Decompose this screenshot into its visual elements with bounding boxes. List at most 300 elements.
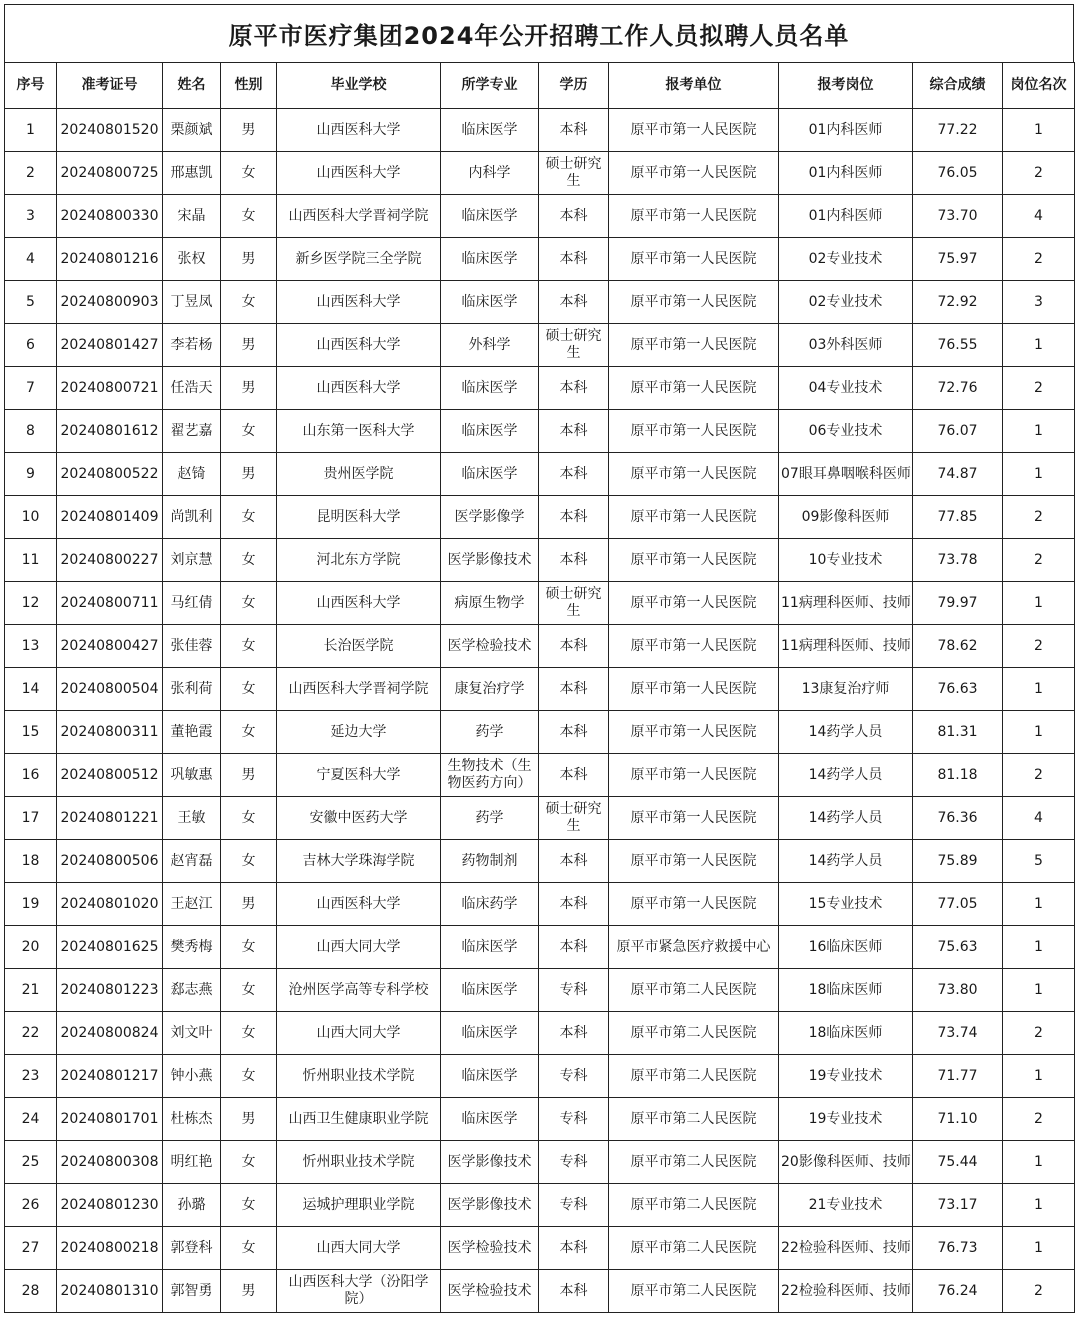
- table-row: [5, 367, 1075, 410]
- cell-degree: 本科: [539, 496, 609, 539]
- cell-major: 临床医学: [441, 1055, 539, 1098]
- cell-score: 79.97: [913, 582, 1003, 625]
- cell-gender: 女: [221, 926, 277, 969]
- cell-degree: 本科: [539, 883, 609, 926]
- cell-name: 张利荷: [163, 668, 221, 711]
- cell-degree: 本科: [539, 109, 609, 152]
- cell-name: 郄志燕: [163, 969, 221, 1012]
- cell-exam-id: 20240801701: [57, 1098, 163, 1141]
- cell-name: 翟艺嘉: [163, 410, 221, 453]
- cell-exam-id: 20240800512: [57, 754, 163, 797]
- cell-seq: 5: [5, 281, 57, 324]
- cell-position: 10专业技术: [779, 539, 913, 582]
- header-seq: 序号: [5, 63, 57, 109]
- cell-name: 刘文叶: [163, 1012, 221, 1055]
- cell-school: 贵州医学院: [277, 453, 441, 496]
- cell-rank: 1: [1003, 969, 1075, 1012]
- cell-score: 71.10: [913, 1098, 1003, 1141]
- header-position: 报考岗位: [779, 63, 913, 109]
- cell-seq: 15: [5, 711, 57, 754]
- cell-school: 山东第一医科大学: [277, 410, 441, 453]
- cell-unit: 原平市第一人民医院: [609, 840, 779, 883]
- cell-rank: 2: [1003, 367, 1075, 410]
- cell-score: 71.77: [913, 1055, 1003, 1098]
- cell-gender: 男: [221, 324, 277, 367]
- cell-major: 医学检验技术: [441, 1270, 539, 1313]
- cell-rank: 2: [1003, 625, 1075, 668]
- cell-exam-id: 20240801020: [57, 883, 163, 926]
- cell-exam-id: 20240800227: [57, 539, 163, 582]
- cell-unit: 原平市第一人民医院: [609, 281, 779, 324]
- table-row: [5, 582, 1075, 625]
- cell-school: 山西大同大学: [277, 926, 441, 969]
- table-row: [5, 926, 1075, 969]
- cell-seq: 10: [5, 496, 57, 539]
- cell-degree: 本科: [539, 668, 609, 711]
- cell-unit: 原平市第一人民医院: [609, 539, 779, 582]
- cell-gender: 女: [221, 711, 277, 754]
- cell-unit: 原平市第一人民医院: [609, 195, 779, 238]
- cell-rank: 1: [1003, 410, 1075, 453]
- cell-school: 山西医科大学晋祠学院: [277, 668, 441, 711]
- cell-score: 73.70: [913, 195, 1003, 238]
- cell-position: 15专业技术: [779, 883, 913, 926]
- cell-rank: 1: [1003, 1055, 1075, 1098]
- cell-rank: 3: [1003, 281, 1075, 324]
- cell-position: 07眼耳鼻咽喉科医师: [779, 453, 913, 496]
- cell-position: 22检验科医师、技师: [779, 1227, 913, 1270]
- cell-major: 医学影像学: [441, 496, 539, 539]
- cell-name: 张佳蓉: [163, 625, 221, 668]
- cell-major: 药物制剂: [441, 840, 539, 883]
- table-row: [5, 625, 1075, 668]
- cell-degree: 本科: [539, 453, 609, 496]
- cell-gender: 女: [221, 1141, 277, 1184]
- cell-major: 医学影像技术: [441, 1141, 539, 1184]
- cell-rank: 1: [1003, 1184, 1075, 1227]
- cell-score: 78.62: [913, 625, 1003, 668]
- cell-gender: 女: [221, 969, 277, 1012]
- cell-position: 02专业技术: [779, 281, 913, 324]
- cell-gender: 女: [221, 496, 277, 539]
- cell-name: 栗颜斌: [163, 109, 221, 152]
- cell-seq: 6: [5, 324, 57, 367]
- cell-exam-id: 20240801409: [57, 496, 163, 539]
- cell-school: 山西医科大学: [277, 109, 441, 152]
- table-row: [5, 281, 1075, 324]
- cell-school: 昆明医科大学: [277, 496, 441, 539]
- cell-school: 山西医科大学（汾阳学院）: [277, 1270, 441, 1313]
- cell-score: 74.87: [913, 453, 1003, 496]
- table-row: [5, 496, 1075, 539]
- cell-school: 山西医科大学: [277, 152, 441, 195]
- cell-rank: 1: [1003, 582, 1075, 625]
- cell-seq: 12: [5, 582, 57, 625]
- cell-school: 山西医科大学: [277, 883, 441, 926]
- cell-school: 宁夏医科大学: [277, 754, 441, 797]
- cell-exam-id: 20240800711: [57, 582, 163, 625]
- cell-major: 临床医学: [441, 926, 539, 969]
- cell-degree: 专科: [539, 1141, 609, 1184]
- cell-score: 76.63: [913, 668, 1003, 711]
- cell-unit: 原平市第一人民医院: [609, 238, 779, 281]
- cell-name: 马红倩: [163, 582, 221, 625]
- cell-major: 临床医学: [441, 969, 539, 1012]
- cell-name: 王赵江: [163, 883, 221, 926]
- cell-position: 14药学人员: [779, 840, 913, 883]
- cell-position: 16临床医师: [779, 926, 913, 969]
- cell-degree: 硕士研究生: [539, 152, 609, 195]
- cell-position: 18临床医师: [779, 969, 913, 1012]
- cell-name: 孙璐: [163, 1184, 221, 1227]
- header-exam-id: 准考证号: [57, 63, 163, 109]
- cell-rank: 1: [1003, 668, 1075, 711]
- table-row: [5, 238, 1075, 281]
- cell-seq: 2: [5, 152, 57, 195]
- cell-gender: 男: [221, 1098, 277, 1141]
- cell-unit: 原平市第一人民医院: [609, 754, 779, 797]
- header-rank: 岗位名次: [1003, 63, 1075, 109]
- cell-name: 明红艳: [163, 1141, 221, 1184]
- cell-seq: 24: [5, 1098, 57, 1141]
- header-school: 毕业学校: [277, 63, 441, 109]
- cell-position: 09影像科医师: [779, 496, 913, 539]
- hiring-list-table: [4, 62, 1075, 1313]
- cell-seq: 22: [5, 1012, 57, 1055]
- cell-gender: 女: [221, 797, 277, 840]
- cell-major: 临床医学: [441, 281, 539, 324]
- table-row: [5, 840, 1075, 883]
- table-row: [5, 539, 1075, 582]
- cell-seq: 14: [5, 668, 57, 711]
- cell-school: 沧州医学高等专科学校: [277, 969, 441, 1012]
- cell-school: 运城护理职业学院: [277, 1184, 441, 1227]
- cell-gender: 女: [221, 668, 277, 711]
- cell-seq: 3: [5, 195, 57, 238]
- cell-name: 张权: [163, 238, 221, 281]
- cell-rank: 2: [1003, 1098, 1075, 1141]
- cell-major: 外科学: [441, 324, 539, 367]
- cell-exam-id: 20240801223: [57, 969, 163, 1012]
- cell-position: 01内科医师: [779, 109, 913, 152]
- cell-degree: 专科: [539, 969, 609, 1012]
- cell-name: 丁昱凤: [163, 281, 221, 324]
- cell-school: 山西大同大学: [277, 1227, 441, 1270]
- cell-seq: 18: [5, 840, 57, 883]
- cell-seq: 21: [5, 969, 57, 1012]
- cell-seq: 9: [5, 453, 57, 496]
- cell-degree: 硕士研究生: [539, 582, 609, 625]
- cell-major: 临床药学: [441, 883, 539, 926]
- cell-major: 临床医学: [441, 453, 539, 496]
- cell-seq: 28: [5, 1270, 57, 1313]
- cell-name: 钟小燕: [163, 1055, 221, 1098]
- cell-name: 郭智勇: [163, 1270, 221, 1313]
- header-score: 综合成绩: [913, 63, 1003, 109]
- cell-score: 76.55: [913, 324, 1003, 367]
- cell-unit: 原平市第二人民医院: [609, 1055, 779, 1098]
- cell-position: 19专业技术: [779, 1098, 913, 1141]
- cell-name: 宋晶: [163, 195, 221, 238]
- cell-degree: 专科: [539, 1055, 609, 1098]
- cell-exam-id: 20240800427: [57, 625, 163, 668]
- cell-name: 董艳霞: [163, 711, 221, 754]
- cell-position: 01内科医师: [779, 195, 913, 238]
- cell-major: 临床医学: [441, 1098, 539, 1141]
- title-row: [4, 4, 1074, 62]
- cell-unit: 原平市第一人民医院: [609, 496, 779, 539]
- cell-major: 医学检验技术: [441, 1227, 539, 1270]
- cell-score: 75.44: [913, 1141, 1003, 1184]
- cell-rank: 1: [1003, 1141, 1075, 1184]
- cell-rank: 1: [1003, 453, 1075, 496]
- table-row: [5, 754, 1075, 797]
- cell-position: 14药学人员: [779, 797, 913, 840]
- table-row: [5, 1098, 1075, 1141]
- cell-degree: 本科: [539, 539, 609, 582]
- table-header-row: [5, 63, 1075, 109]
- cell-position: 11病理科医师、技师: [779, 582, 913, 625]
- cell-rank: 2: [1003, 1012, 1075, 1055]
- cell-exam-id: 20240801625: [57, 926, 163, 969]
- cell-exam-id: 20240801216: [57, 238, 163, 281]
- cell-degree: 本科: [539, 926, 609, 969]
- cell-degree: 本科: [539, 238, 609, 281]
- cell-position: 22检验科医师、技师: [779, 1270, 913, 1313]
- table-row: [5, 324, 1075, 367]
- cell-unit: 原平市第二人民医院: [609, 1098, 779, 1141]
- cell-unit: 原平市第一人民医院: [609, 324, 779, 367]
- cell-name: 巩敏惠: [163, 754, 221, 797]
- cell-unit: 原平市第二人民医院: [609, 1227, 779, 1270]
- cell-score: 76.07: [913, 410, 1003, 453]
- cell-unit: 原平市第二人民医院: [609, 1012, 779, 1055]
- cell-school: 忻州职业技术学院: [277, 1141, 441, 1184]
- cell-school: 吉林大学珠海学院: [277, 840, 441, 883]
- cell-rank: 4: [1003, 797, 1075, 840]
- cell-score: 76.24: [913, 1270, 1003, 1313]
- cell-exam-id: 20240800308: [57, 1141, 163, 1184]
- table-row: [5, 883, 1075, 926]
- cell-exam-id: 20240800330: [57, 195, 163, 238]
- cell-gender: 女: [221, 539, 277, 582]
- cell-position: 13康复治疗师: [779, 668, 913, 711]
- cell-seq: 1: [5, 109, 57, 152]
- cell-school: 安徽中医药大学: [277, 797, 441, 840]
- cell-exam-id: 20240801612: [57, 410, 163, 453]
- cell-degree: 本科: [539, 410, 609, 453]
- cell-unit: 原平市第一人民医院: [609, 410, 779, 453]
- cell-gender: 女: [221, 152, 277, 195]
- cell-rank: 2: [1003, 238, 1075, 281]
- cell-exam-id: 20240801520: [57, 109, 163, 152]
- cell-position: 06专业技术: [779, 410, 913, 453]
- table-row: [5, 969, 1075, 1012]
- cell-degree: 专科: [539, 1184, 609, 1227]
- cell-major: 临床医学: [441, 1012, 539, 1055]
- table-row: [5, 1184, 1075, 1227]
- cell-score: 76.73: [913, 1227, 1003, 1270]
- cell-degree: 本科: [539, 1012, 609, 1055]
- cell-rank: 2: [1003, 1270, 1075, 1313]
- cell-name: 邢惠凯: [163, 152, 221, 195]
- cell-score: 77.22: [913, 109, 1003, 152]
- cell-major: 临床医学: [441, 238, 539, 281]
- cell-score: 76.05: [913, 152, 1003, 195]
- cell-rank: 2: [1003, 754, 1075, 797]
- cell-name: 杜栋杰: [163, 1098, 221, 1141]
- cell-school: 山西卫生健康职业学院: [277, 1098, 441, 1141]
- cell-position: 20影像科医师、技师: [779, 1141, 913, 1184]
- cell-exam-id: 20240800218: [57, 1227, 163, 1270]
- cell-score: 72.92: [913, 281, 1003, 324]
- page-title: 原平市医疗集团2024年公开招聘工作人员拟聘人员名单: [228, 22, 850, 50]
- cell-major: 临床医学: [441, 367, 539, 410]
- cell-unit: 原平市第一人民医院: [609, 711, 779, 754]
- cell-unit: 原平市第一人民医院: [609, 668, 779, 711]
- cell-gender: 男: [221, 109, 277, 152]
- cell-gender: 女: [221, 281, 277, 324]
- cell-degree: 本科: [539, 1270, 609, 1313]
- cell-seq: 11: [5, 539, 57, 582]
- header-unit: 报考单位: [609, 63, 779, 109]
- cell-unit: 原平市第二人民医院: [609, 1141, 779, 1184]
- cell-rank: 2: [1003, 152, 1075, 195]
- cell-name: 尚凯利: [163, 496, 221, 539]
- cell-name: 刘京慧: [163, 539, 221, 582]
- cell-seq: 13: [5, 625, 57, 668]
- cell-school: 山西医科大学晋祠学院: [277, 195, 441, 238]
- cell-position: 19专业技术: [779, 1055, 913, 1098]
- cell-rank: 5: [1003, 840, 1075, 883]
- cell-unit: 原平市紧急医疗救援中心: [609, 926, 779, 969]
- cell-name: 赵锜: [163, 453, 221, 496]
- cell-school: 延边大学: [277, 711, 441, 754]
- cell-seq: 27: [5, 1227, 57, 1270]
- cell-rank: 1: [1003, 1227, 1075, 1270]
- cell-score: 73.74: [913, 1012, 1003, 1055]
- cell-school: 山西大同大学: [277, 1012, 441, 1055]
- cell-gender: 女: [221, 1012, 277, 1055]
- cell-gender: 女: [221, 1055, 277, 1098]
- cell-seq: 8: [5, 410, 57, 453]
- cell-position: 11病理科医师、技师: [779, 625, 913, 668]
- cell-school: 山西医科大学: [277, 367, 441, 410]
- cell-position: 14药学人员: [779, 711, 913, 754]
- cell-unit: 原平市第一人民医院: [609, 367, 779, 410]
- cell-unit: 原平市第一人民医院: [609, 109, 779, 152]
- cell-major: 生物技术（生物医药方向）: [441, 754, 539, 797]
- cell-major: 医学影像技术: [441, 1184, 539, 1227]
- cell-seq: 16: [5, 754, 57, 797]
- cell-exam-id: 20240800824: [57, 1012, 163, 1055]
- cell-gender: 女: [221, 1227, 277, 1270]
- header-name: 姓名: [163, 63, 221, 109]
- cell-exam-id: 20240800522: [57, 453, 163, 496]
- cell-exam-id: 20240800311: [57, 711, 163, 754]
- cell-exam-id: 20240800506: [57, 840, 163, 883]
- cell-seq: 26: [5, 1184, 57, 1227]
- cell-position: 21专业技术: [779, 1184, 913, 1227]
- cell-score: 76.36: [913, 797, 1003, 840]
- cell-exam-id: 20240800504: [57, 668, 163, 711]
- cell-degree: 本科: [539, 1227, 609, 1270]
- cell-exam-id: 20240800903: [57, 281, 163, 324]
- cell-score: 75.97: [913, 238, 1003, 281]
- cell-degree: 硕士研究生: [539, 797, 609, 840]
- table-row: [5, 1012, 1075, 1055]
- cell-exam-id: 20240801427: [57, 324, 163, 367]
- cell-major: 病原生物学: [441, 582, 539, 625]
- table-row: [5, 668, 1075, 711]
- cell-degree: 本科: [539, 754, 609, 797]
- cell-name: 赵宵磊: [163, 840, 221, 883]
- cell-major: 内科学: [441, 152, 539, 195]
- cell-name: 樊秀梅: [163, 926, 221, 969]
- cell-gender: 女: [221, 410, 277, 453]
- cell-gender: 男: [221, 1270, 277, 1313]
- table-row: [5, 195, 1075, 238]
- cell-degree: 本科: [539, 281, 609, 324]
- cell-unit: 原平市第二人民医院: [609, 1184, 779, 1227]
- cell-exam-id: 20240800725: [57, 152, 163, 195]
- cell-position: 03外科医师: [779, 324, 913, 367]
- cell-rank: 1: [1003, 109, 1075, 152]
- cell-degree: 本科: [539, 195, 609, 238]
- cell-gender: 女: [221, 195, 277, 238]
- cell-score: 72.76: [913, 367, 1003, 410]
- cell-gender: 男: [221, 453, 277, 496]
- cell-major: 药学: [441, 711, 539, 754]
- cell-unit: 原平市第一人民医院: [609, 625, 779, 668]
- header-degree: 学历: [539, 63, 609, 109]
- cell-unit: 原平市第二人民医院: [609, 969, 779, 1012]
- cell-unit: 原平市第一人民医院: [609, 883, 779, 926]
- cell-rank: 2: [1003, 496, 1075, 539]
- cell-unit: 原平市第一人民医院: [609, 152, 779, 195]
- cell-school: 忻州职业技术学院: [277, 1055, 441, 1098]
- cell-exam-id: 20240801310: [57, 1270, 163, 1313]
- cell-gender: 男: [221, 754, 277, 797]
- cell-rank: 4: [1003, 195, 1075, 238]
- cell-school: 长治医学院: [277, 625, 441, 668]
- table-row: [5, 711, 1075, 754]
- cell-seq: 20: [5, 926, 57, 969]
- cell-gender: 女: [221, 625, 277, 668]
- table-row: [5, 1141, 1075, 1184]
- table-row: [5, 797, 1075, 840]
- cell-rank: 1: [1003, 926, 1075, 969]
- cell-rank: 1: [1003, 324, 1075, 367]
- cell-major: 康复治疗学: [441, 668, 539, 711]
- cell-gender: 男: [221, 883, 277, 926]
- cell-score: 75.63: [913, 926, 1003, 969]
- cell-gender: 女: [221, 840, 277, 883]
- cell-name: 郭登科: [163, 1227, 221, 1270]
- cell-score: 77.85: [913, 496, 1003, 539]
- cell-seq: 25: [5, 1141, 57, 1184]
- cell-score: 77.05: [913, 883, 1003, 926]
- cell-school: 新乡医学院三全学院: [277, 238, 441, 281]
- cell-gender: 女: [221, 582, 277, 625]
- cell-degree: 硕士研究生: [539, 324, 609, 367]
- table-row: [5, 109, 1075, 152]
- cell-exam-id: 20240801217: [57, 1055, 163, 1098]
- cell-exam-id: 20240801230: [57, 1184, 163, 1227]
- cell-school: 河北东方学院: [277, 539, 441, 582]
- cell-major: 临床医学: [441, 195, 539, 238]
- cell-score: 75.89: [913, 840, 1003, 883]
